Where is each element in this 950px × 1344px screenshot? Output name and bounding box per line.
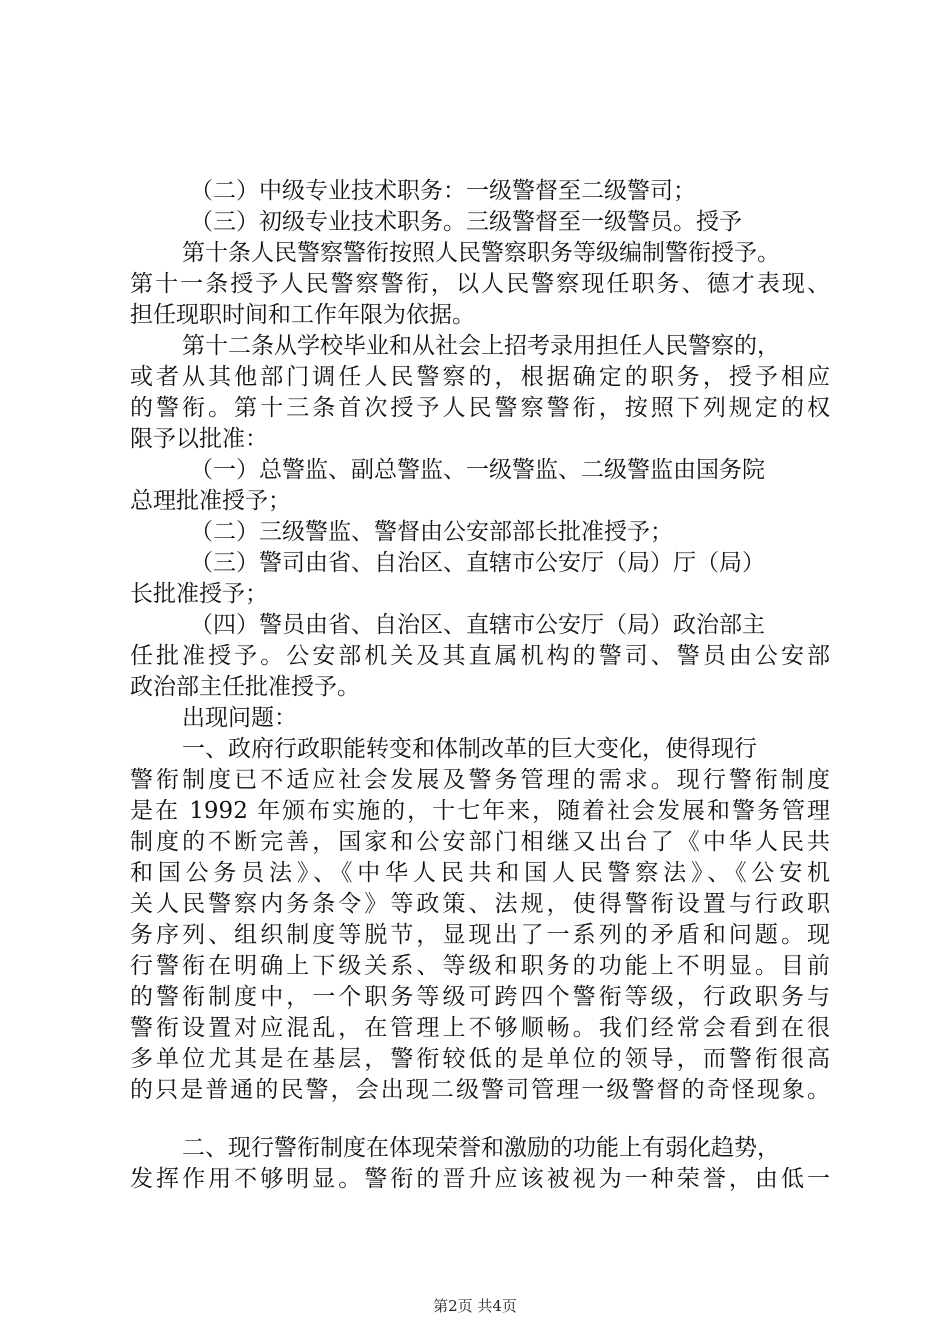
text-line: 多单位尤其是在基层，警衔较低的是单位的领导，而警衔很高 bbox=[130, 1046, 830, 1072]
text-line: （三）初级专业技术职务。三级警督至一级警员。授予 bbox=[190, 209, 742, 235]
text-line: （二）三级警监、警督由公安部部长批准授予； bbox=[190, 519, 673, 545]
text-line: 关人民警察内务条令》等政策、法规，使得警衔设置与行政职 bbox=[130, 891, 830, 917]
text-line: 第十二条从学校毕业和从社会上招考录用担任人民警察的， bbox=[182, 333, 780, 359]
text-line: （三）警司由省、自治区、直辖市公安厅（局）厅（局） bbox=[190, 550, 765, 576]
text-line: 第十条人民警察警衔按照人民警察职务等级编制警衔授予。 bbox=[182, 240, 780, 266]
text-line: （二）中级专业技术职务：一级警督至二级警司； bbox=[190, 178, 696, 204]
text-line: （四）警员由省、自治区、直辖市公安厅（局）政治部主 bbox=[190, 612, 765, 638]
paragraph-gap bbox=[130, 1106, 830, 1133]
text-line: 二、现行警衔制度在体现荣誉和激励的功能上有弱化趋势， bbox=[182, 1135, 780, 1161]
text-line: （一）总警监、副总警监、一级警监、二级警监由国务院 bbox=[190, 457, 765, 483]
text-line: 发挥作用不够明显。警衔的晋升应该被视为一种荣誉，由低一 bbox=[130, 1166, 830, 1192]
text-line: 务序列、组织制度等脱节，显现出了一系列的矛盾和问题。现 bbox=[130, 922, 830, 948]
text-line: 或者从其他部门调任人民警察的，根据确定的职务，授予相应 bbox=[130, 364, 830, 390]
text-line: 和国公务员法》、《中华人民共和国人民警察法》、《公安机 bbox=[130, 860, 830, 886]
text-line: 第十一条授予人民警察警衔，以人民警察现任职务、德才表现、 bbox=[130, 271, 830, 297]
text-line: 的警衔制度中，一个职务等级可跨四个警衔等级，行政职务与 bbox=[130, 984, 830, 1010]
text-line: 的警衔。第十三条首次授予人民警察警衔，按照下列规定的权 bbox=[130, 395, 830, 421]
page-footer bbox=[0, 1296, 950, 1316]
text-line: 警衔制度已不适应社会发展及警务管理的需求。现行警衔制度 bbox=[130, 767, 830, 793]
text-line: 的只是普通的民警，会出现二级警司管理一级警督的奇怪现象。 bbox=[130, 1077, 830, 1103]
text-line: 是在 1992 年颁布实施的，十七年来，随着社会发展和警务管理 bbox=[130, 798, 830, 824]
text-line: 担任现职时间和工作年限为依据。 bbox=[130, 302, 475, 328]
text-line: 政治部主任批准授予。 bbox=[130, 674, 360, 700]
text-line: 限予以批准： bbox=[130, 426, 268, 452]
text-line: 总理批准授予； bbox=[130, 488, 291, 514]
document-body bbox=[130, 176, 830, 1195]
text-line: 一、政府行政职能转变和体制改革的巨大变化，使得现行 bbox=[182, 736, 757, 762]
text-line: 长批准授予； bbox=[130, 581, 268, 607]
page-number: 第2页 共4页 bbox=[433, 1297, 517, 1315]
text-line: 行警衔在明确上下级关系、等级和职务的功能上不明显。目前 bbox=[130, 953, 830, 979]
text-line: 制度的不断完善，国家和公安部门相继又出台了《中华人民共 bbox=[130, 829, 830, 855]
text-line: 警衔设置对应混乱，在管理上不够顺畅。我们经常会看到在很 bbox=[130, 1015, 830, 1041]
text-line: 出现问题： bbox=[182, 705, 297, 731]
text-line: 任批准授予。公安部机关及其直属机构的警司、警员由公安部 bbox=[130, 643, 830, 669]
